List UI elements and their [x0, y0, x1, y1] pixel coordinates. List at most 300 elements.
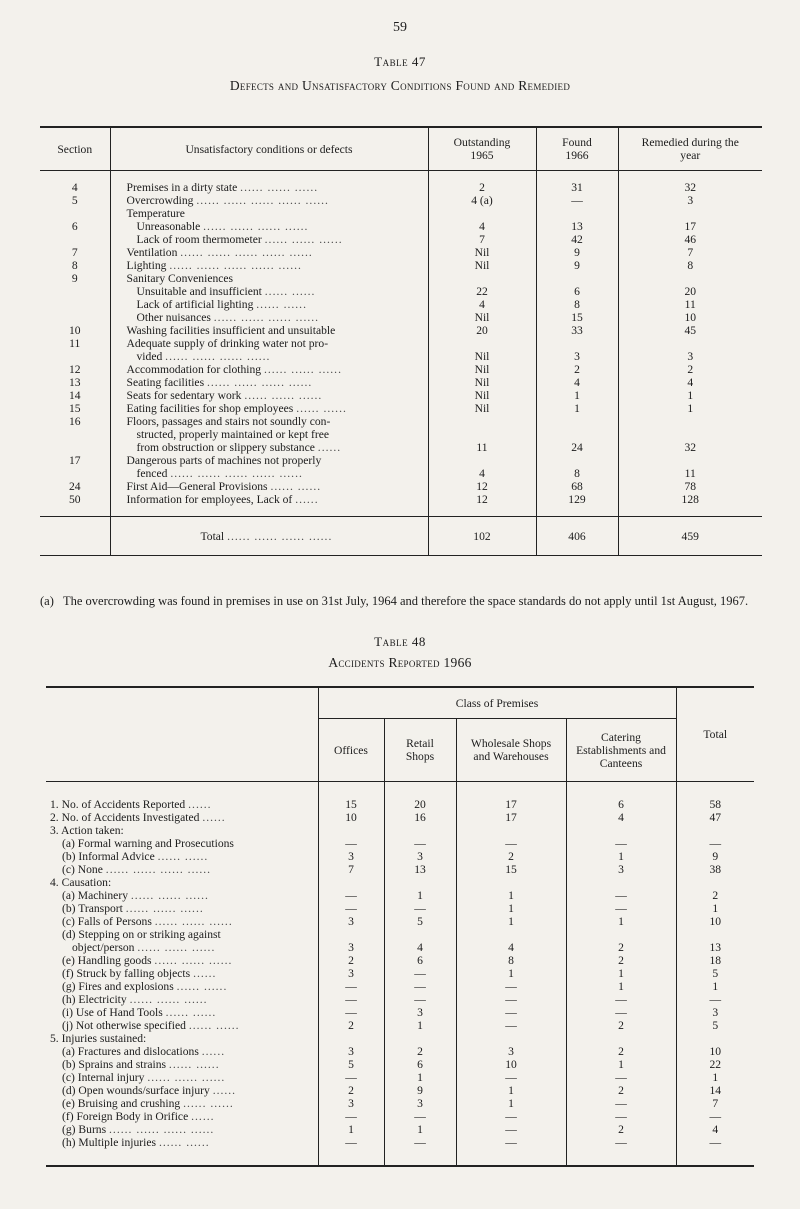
cell-offices: 3	[318, 850, 384, 863]
defects-row	[40, 337, 762, 350]
item-label: (a) Fractures and dislocations	[62, 1045, 199, 1058]
leader-dots: ......	[191, 1110, 215, 1123]
cell-total: 7	[676, 1097, 754, 1110]
leader-dots: ...... ......	[296, 402, 347, 415]
cell-catering: 1	[566, 967, 676, 980]
cell-retail: —	[384, 993, 456, 1006]
cell-remedied: 11	[618, 298, 762, 311]
accidents-row	[46, 811, 754, 824]
accidents-row	[46, 1110, 754, 1123]
cell-remedied: 1	[618, 389, 762, 402]
cell-offices: 2	[318, 954, 384, 967]
cell-condition	[110, 181, 428, 194]
condition-label: Washing facilities insufficient and unsuitable	[126, 324, 336, 337]
cell-remedied: 8	[618, 259, 762, 272]
cell-total: 9	[676, 850, 754, 863]
cell-condition	[110, 428, 428, 441]
cell-found	[536, 454, 618, 467]
cell-retail: 13	[384, 863, 456, 876]
cell-outstanding: 12	[428, 493, 536, 506]
cell-wholesale: 3	[456, 1045, 566, 1058]
cell-section: 24	[68, 480, 81, 493]
cell-item	[46, 902, 318, 915]
accidents-row	[46, 1123, 754, 1136]
cell-remedied	[618, 454, 762, 467]
accidents-row	[46, 980, 754, 993]
accidents-row	[46, 928, 754, 941]
cell-section: 8	[71, 259, 78, 272]
cell-found: 129	[536, 493, 618, 506]
cell-total: —	[676, 837, 754, 850]
defects-total-row	[40, 517, 762, 556]
leader-dots: ...... ......	[158, 1136, 210, 1149]
cell-found: 33	[536, 324, 618, 337]
header-remedied: Remedied during the year	[618, 127, 762, 171]
accidents-row	[46, 915, 754, 928]
item-label: 1. No. of Accidents Reported	[50, 798, 186, 811]
cell-outstanding: 11	[428, 441, 536, 454]
cell-condition	[110, 298, 428, 311]
cell-wholesale: 1	[456, 915, 566, 928]
cell-total: —	[676, 1110, 754, 1123]
cell-condition	[110, 220, 428, 233]
cell-total-label	[110, 517, 428, 556]
cell-remedied: 128	[618, 493, 762, 506]
cell-wholesale: 1	[456, 1097, 566, 1110]
cell-catering: —	[566, 1136, 676, 1149]
cell-catering: 4	[566, 811, 676, 824]
cell-retail: 3	[384, 1097, 456, 1110]
cell-section: 13	[68, 376, 81, 389]
cell-wholesale	[456, 876, 566, 889]
header-wholesale: Wholesale Shops and Warehouses	[456, 719, 566, 782]
cell-wholesale	[456, 824, 566, 837]
cell-outstanding: Nil	[428, 402, 536, 415]
condition-label: Sanitary Conveniences	[126, 272, 234, 285]
item-label: (a) Formal warning and Prosecutions	[62, 837, 234, 850]
cell-catering: —	[566, 889, 676, 902]
cell-condition	[110, 389, 428, 402]
cell-remedied: 2	[618, 363, 762, 376]
leader-dots: ...... ...... ......	[137, 941, 216, 954]
header-total: Total	[676, 687, 754, 782]
header-conditions: Unsatisfactory conditions or defects	[110, 127, 428, 171]
accidents-row	[46, 876, 754, 889]
cell-total: 18	[676, 954, 754, 967]
cell-offices: 1	[318, 1123, 384, 1136]
accidents-row	[46, 824, 754, 837]
cell-found: 13	[536, 220, 618, 233]
cell-catering: —	[566, 1006, 676, 1019]
cell-remedied	[618, 272, 762, 285]
cell-found: 68	[536, 480, 618, 493]
condition-label: from obstruction or slippery substance	[136, 441, 315, 454]
cell-found: —	[536, 194, 618, 207]
cell-total	[676, 824, 754, 837]
cell-condition	[110, 480, 428, 493]
accidents-row	[46, 1032, 754, 1045]
cell-item	[46, 824, 318, 837]
leader-dots: ......	[201, 1045, 226, 1058]
cell-offices: 3	[318, 915, 384, 928]
cell-offices: —	[318, 993, 384, 1006]
cell-wholesale: —	[456, 837, 566, 850]
cell-offices	[318, 824, 384, 837]
cell-wholesale: —	[456, 980, 566, 993]
cell-remedied	[618, 207, 762, 220]
cell-outstanding: 4	[428, 220, 536, 233]
cell-item	[46, 1097, 318, 1110]
condition-label: Unsuitable and insufficient	[136, 285, 262, 298]
cell-total: 3	[676, 1006, 754, 1019]
cell-total: 1	[676, 902, 754, 915]
cell-remedied: 11	[618, 467, 762, 480]
leader-dots: ...... ...... ...... ......	[109, 1123, 215, 1136]
cell-section: 14	[68, 389, 81, 402]
cell-section: 7	[71, 246, 78, 259]
leader-dots: ...... ...... ......	[240, 181, 319, 194]
cell-offices: 15	[318, 798, 384, 811]
cell-found	[536, 428, 618, 441]
cell-catering: 1	[566, 915, 676, 928]
cell-section	[40, 467, 110, 480]
leader-dots: ...... ...... ......	[147, 1071, 226, 1084]
cell-wholesale: 17	[456, 798, 566, 811]
cell-item	[46, 1136, 318, 1149]
cell-outstanding: Nil	[428, 389, 536, 402]
accidents-row	[46, 954, 754, 967]
cell-catering: 2	[566, 954, 676, 967]
item-label: (g) Fires and explosions	[62, 980, 174, 993]
cell-remedied: 46	[618, 233, 762, 246]
cell-item	[46, 915, 318, 928]
leader-dots: ...... ...... ......	[129, 993, 208, 1006]
header-class-of-premises: Class of Premises	[318, 687, 676, 719]
cell-section: 4	[71, 181, 78, 194]
cell-retail: 1	[384, 1123, 456, 1136]
cell-condition	[110, 376, 428, 389]
cell-item	[46, 1071, 318, 1084]
defects-row	[40, 194, 762, 207]
cell-found	[536, 272, 618, 285]
cell-condition	[110, 311, 428, 324]
item-label: (d) Open wounds/surface injury	[62, 1084, 210, 1097]
cell-outstanding: 20	[428, 324, 536, 337]
cell-remedied	[618, 428, 762, 441]
item-label: (a) Machinery	[62, 889, 128, 902]
leader-dots: ...... ...... ......	[154, 915, 233, 928]
cell-offices: —	[318, 980, 384, 993]
cell-section: 15	[68, 402, 81, 415]
cell-offices: 10	[318, 811, 384, 824]
accidents-row	[46, 1045, 754, 1058]
cell-item	[46, 863, 318, 876]
condition-label: Unreasonable	[136, 220, 201, 233]
cell-catering: —	[566, 837, 676, 850]
cell-catering: 1	[566, 980, 676, 993]
cell-remedied: 17	[618, 220, 762, 233]
cell-item	[46, 889, 318, 902]
defects-row	[40, 428, 762, 441]
cell-total: —	[676, 993, 754, 1006]
total-remedied: 459	[618, 517, 762, 556]
cell-remedied: 45	[618, 324, 762, 337]
cell-section	[40, 428, 110, 441]
cell-outstanding: Nil	[428, 376, 536, 389]
cell-offices: —	[318, 1136, 384, 1149]
defects-row	[40, 389, 762, 402]
cell-outstanding: 22	[428, 285, 536, 298]
defects-row	[40, 259, 762, 272]
cell-catering: —	[566, 1097, 676, 1110]
leader-dots: ...... ...... ...... ......	[207, 376, 313, 389]
cell-retail: 6	[384, 954, 456, 967]
cell-condition	[110, 324, 428, 337]
cell-total: 5	[676, 1019, 754, 1032]
cell-catering: 1	[566, 850, 676, 863]
cell-offices: —	[318, 889, 384, 902]
cell-offices: —	[318, 1110, 384, 1123]
header-section: Section	[40, 127, 110, 171]
cell-remedied: 32	[618, 181, 762, 194]
accidents-row	[46, 1084, 754, 1097]
cell-catering: 2	[566, 1123, 676, 1136]
defects-row	[40, 350, 762, 363]
cell-wholesale: 4	[456, 941, 566, 954]
leader-dots: ...... ...... ......	[244, 389, 323, 402]
cell-section	[40, 233, 110, 246]
table48-title: Accidents Reported 1966	[328, 655, 472, 670]
accidents-row	[46, 967, 754, 980]
accidents-row	[46, 1006, 754, 1019]
cell-found: 8	[536, 298, 618, 311]
accidents-row	[46, 1136, 754, 1149]
item-label: (e) Bruising and crushing	[62, 1097, 181, 1110]
defects-row	[40, 376, 762, 389]
cell-total: 1	[676, 980, 754, 993]
cell-outstanding: 12	[428, 480, 536, 493]
cell-condition	[110, 493, 428, 506]
cell-outstanding: 4 (a)	[428, 194, 536, 207]
cell-item	[46, 837, 318, 850]
cell-item	[46, 954, 318, 967]
cell-item	[46, 941, 318, 954]
accidents-row	[46, 863, 754, 876]
cell-section	[40, 298, 110, 311]
cell-section: 5	[71, 194, 78, 207]
cell-item	[46, 850, 318, 863]
cell-total: 10	[676, 1045, 754, 1058]
accidents-table	[46, 686, 754, 1167]
cell-item	[46, 1123, 318, 1136]
cell-offices: 7	[318, 863, 384, 876]
cell-found: 2	[536, 363, 618, 376]
accidents-row	[46, 837, 754, 850]
item-label: (c) Falls of Persons	[62, 915, 152, 928]
cell-retail: 6	[384, 1058, 456, 1071]
cell-retail: 1	[384, 889, 456, 902]
cell-item	[46, 1084, 318, 1097]
cell-remedied	[618, 415, 762, 428]
cell-remedied: 3	[618, 194, 762, 207]
cell-remedied: 1	[618, 402, 762, 415]
cell-remedied	[618, 337, 762, 350]
cell-condition	[110, 246, 428, 259]
defects-row	[40, 220, 762, 233]
item-label: (d) Stepping on or striking against	[62, 928, 221, 941]
cell-outstanding: Nil	[428, 311, 536, 324]
cell-condition	[110, 233, 428, 246]
cell-offices: 3	[318, 941, 384, 954]
page-number: 59	[393, 20, 407, 35]
condition-label: Adequate supply of drinking water not pro-	[126, 337, 329, 350]
item-label: (b) Sprains and strains	[62, 1058, 167, 1071]
cell-wholesale: 1	[456, 967, 566, 980]
cell-retail: —	[384, 1136, 456, 1149]
cell-catering: —	[566, 902, 676, 915]
cell-condition	[110, 454, 428, 467]
cell-total: —	[676, 1136, 754, 1149]
defects-table-body	[40, 171, 762, 556]
item-label: (e) Handling goods	[62, 954, 152, 967]
cell-remedied: 32	[618, 441, 762, 454]
cell-found: 24	[536, 441, 618, 454]
cell-wholesale: 10	[456, 1058, 566, 1071]
leader-dots: ...... ......	[183, 1097, 234, 1110]
leader-dots: ...... ...... ...... ...... ......	[170, 467, 303, 480]
leader-dots: ...... ...... ...... ...... ......	[196, 194, 329, 207]
condition-label: Dangerous parts of machines not properly	[126, 454, 322, 467]
accidents-row	[46, 1019, 754, 1032]
cell-outstanding: 4	[428, 298, 536, 311]
condition-label: Lack of artificial lighting	[136, 298, 254, 311]
cell-wholesale: 15	[456, 863, 566, 876]
cell-found: 4	[536, 376, 618, 389]
cell-condition	[110, 363, 428, 376]
leader-dots: ...... ...... ...... ......	[105, 863, 212, 876]
cell-offices: —	[318, 1006, 384, 1019]
leader-dots: ...... ...... ......	[264, 363, 342, 376]
cell-offices	[318, 928, 384, 941]
defects-row	[40, 324, 762, 337]
cell-offices: 2	[318, 1084, 384, 1097]
cell-total: 4	[676, 1123, 754, 1136]
cell-condition	[110, 467, 428, 480]
leader-dots: ......	[202, 811, 226, 824]
cell-remedied: 7	[618, 246, 762, 259]
cell-wholesale: 8	[456, 954, 566, 967]
accidents-table-body	[46, 782, 754, 1167]
cell-wholesale: —	[456, 1006, 566, 1019]
leader-dots: ...... ......	[165, 1006, 217, 1019]
cell-catering: 3	[566, 863, 676, 876]
item-label: 3. Action taken:	[50, 824, 124, 837]
cell-retail: —	[384, 967, 456, 980]
cell-total	[676, 1032, 754, 1045]
cell-item	[46, 876, 318, 889]
cell-remedied: 4	[618, 376, 762, 389]
cell-found: 42	[536, 233, 618, 246]
cell-total: 22	[676, 1058, 754, 1071]
cell-outstanding	[428, 428, 536, 441]
leader-dots: ......	[212, 1084, 237, 1097]
condition-label: Information for employees, Lack of	[126, 493, 293, 506]
item-label: 4. Causation:	[50, 876, 112, 889]
cell-total: 5	[676, 967, 754, 980]
cell-total: 58	[676, 798, 754, 811]
cell-offices: 5	[318, 1058, 384, 1071]
leader-dots: ...... ...... ......	[264, 233, 343, 246]
cell-found	[536, 207, 618, 220]
condition-label: fenced	[136, 467, 168, 480]
cell-condition	[110, 207, 428, 220]
defects-row	[40, 467, 762, 480]
cell-retail	[384, 824, 456, 837]
cell-found: 31	[536, 181, 618, 194]
cell-wholesale: —	[456, 1071, 566, 1084]
defects-row	[40, 298, 762, 311]
accidents-row	[46, 902, 754, 915]
cell-retail: 1	[384, 1019, 456, 1032]
cell-retail: 9	[384, 1084, 456, 1097]
cell-catering	[566, 824, 676, 837]
cell-wholesale	[456, 928, 566, 941]
cell-wholesale: 1	[456, 889, 566, 902]
cell-condition	[110, 259, 428, 272]
cell-outstanding	[428, 337, 536, 350]
cell-outstanding: Nil	[428, 363, 536, 376]
cell-found: 9	[536, 259, 618, 272]
cell-outstanding	[428, 272, 536, 285]
defects-table	[40, 126, 762, 556]
leader-dots: ...... ......	[264, 285, 316, 298]
leader-dots: ...... ...... ...... ......	[203, 220, 309, 233]
condition-label: Floors, passages and stairs not soundly con-	[126, 415, 331, 428]
footnote-label: (a)	[40, 594, 54, 608]
cell-found: 8	[536, 467, 618, 480]
cell-found: 3	[536, 350, 618, 363]
cell-offices: 3	[318, 1097, 384, 1110]
cell-outstanding: 7	[428, 233, 536, 246]
defects-row	[40, 272, 762, 285]
cell-found	[536, 337, 618, 350]
condition-label: Lack of room thermometer	[136, 233, 262, 246]
cell-item	[46, 1006, 318, 1019]
cell-found: 9	[536, 246, 618, 259]
cell-outstanding	[428, 207, 536, 220]
cell-remedied: 10	[618, 311, 762, 324]
cell-total: 13	[676, 941, 754, 954]
leader-dots: ...... ...... ...... ......	[165, 350, 271, 363]
footnote	[40, 594, 770, 609]
cell-total: 14	[676, 1084, 754, 1097]
item-label: (g) Burns	[62, 1123, 107, 1136]
accidents-row	[46, 941, 754, 954]
cell-item	[46, 811, 318, 824]
cell-section: 6	[71, 220, 78, 233]
cell-retail: 2	[384, 1045, 456, 1058]
defects-row	[40, 493, 762, 506]
header-retail-shops: Retail Shops	[384, 719, 456, 782]
leader-dots: ...... ...... ......	[154, 954, 233, 967]
footnote-text: The overcrowding was found in premises in use on 31st July, 1964 and therefore the space standards do not apply until 1st August, 1967.	[63, 594, 749, 608]
cell-item	[46, 1032, 318, 1045]
cell-condition	[110, 272, 428, 285]
item-label: 5. Injuries sustained:	[50, 1032, 147, 1045]
cell-section: 10	[68, 324, 81, 337]
condition-label: Ventilation	[126, 246, 178, 259]
defects-row	[40, 454, 762, 467]
